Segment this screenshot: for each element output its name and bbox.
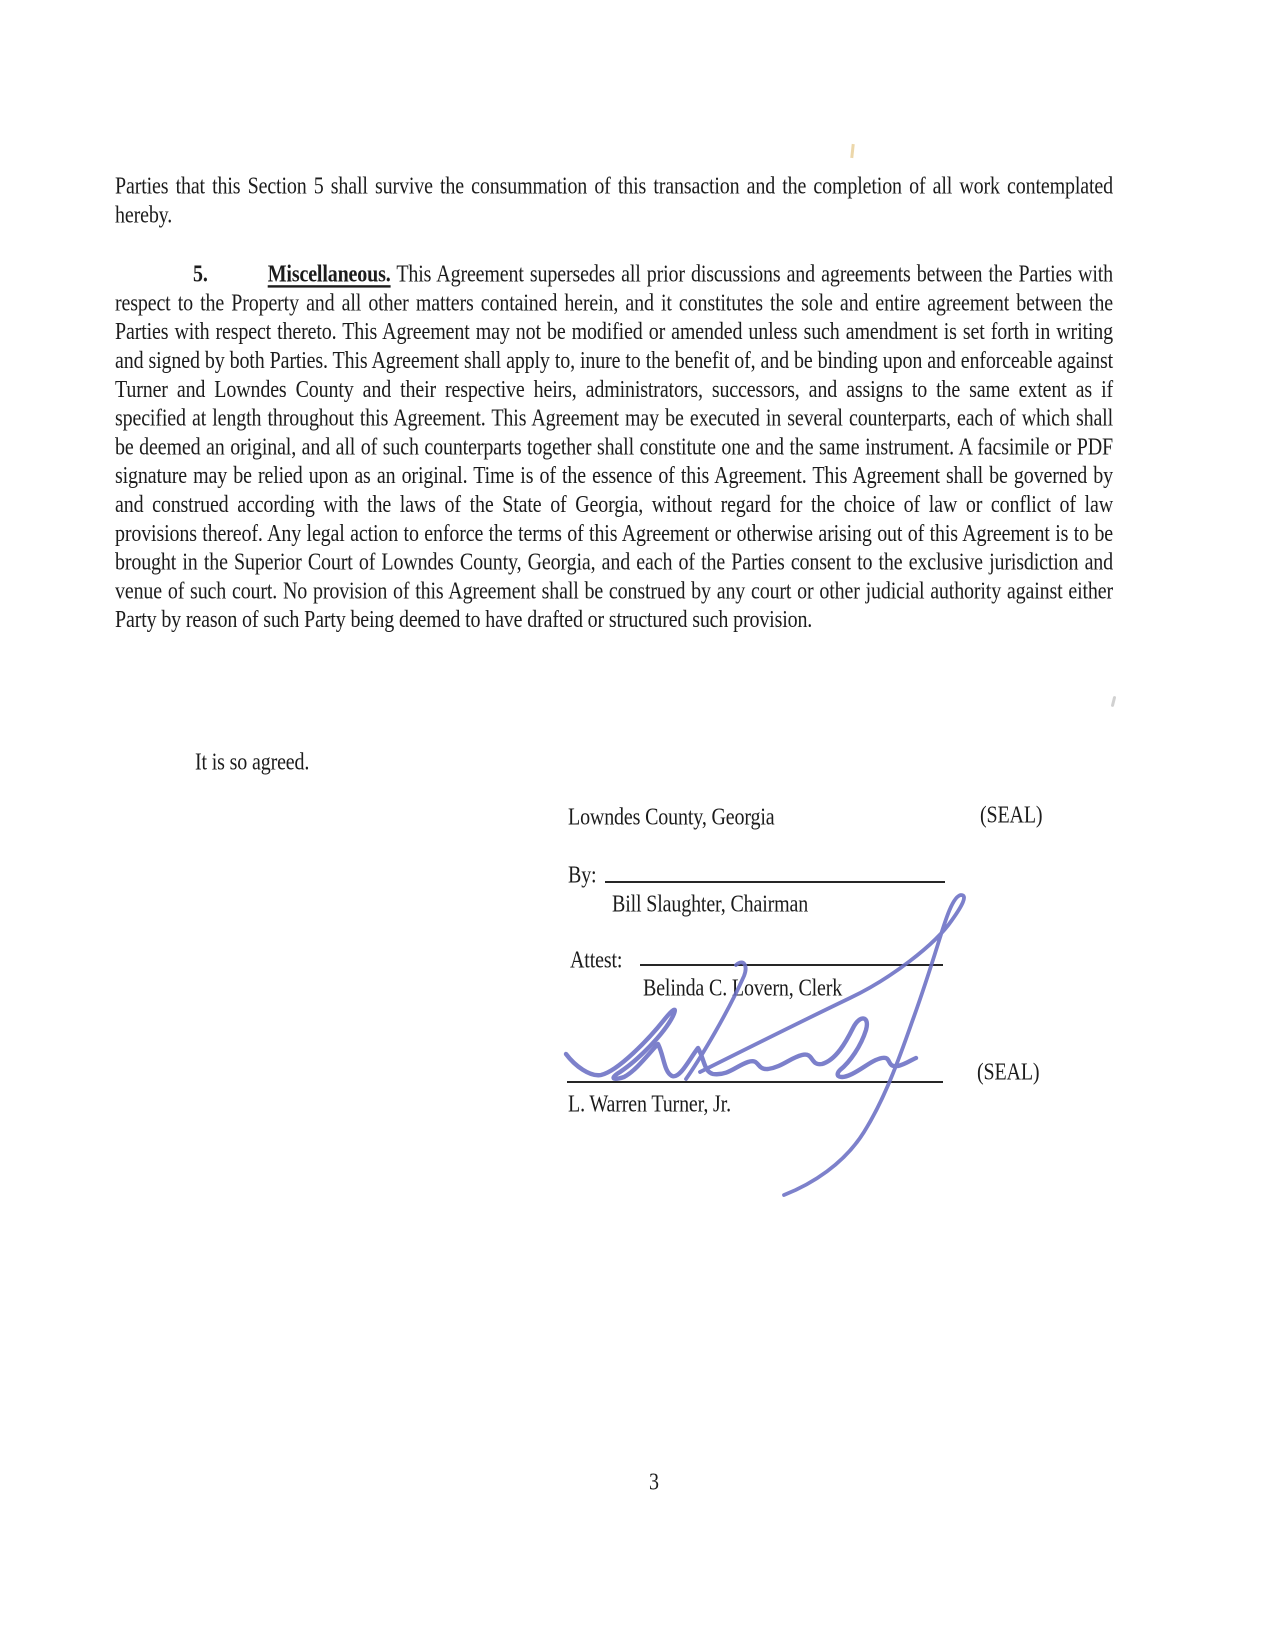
individual-signature-line <box>567 1081 943 1083</box>
individual-signer-name: L. Warren Turner, Jr. <box>568 1091 731 1118</box>
page-number: 3 <box>649 1469 659 1496</box>
section-miscellaneous <box>115 260 1113 634</box>
attest-signature-line <box>640 964 943 966</box>
signature-stroke-flourish <box>700 895 964 1195</box>
attest-label: Attest: <box>570 947 623 974</box>
opening-paragraph: Parties that this Section 5 shall survive the consummation of this transaction and the completion of all work contemplated hereby. <box>115 173 1113 229</box>
by-label: By: <box>568 862 597 889</box>
agreed-line: It is so agreed. <box>195 749 310 776</box>
section-number: 5. <box>193 261 208 288</box>
party-name-line: Lowndes County, Georgia <box>568 804 775 831</box>
signature-stroke-main <box>566 1010 916 1079</box>
attest-signer-name: Belinda C. Lovern, Clerk <box>643 975 843 1002</box>
party-seal-label: (SEAL) <box>980 802 1043 829</box>
section-body-text: This Agreement supersedes all prior discussions and agreements between the Parties with respect to the Property and all other matters contained herein, and it constitutes the sole and entire agreement between the Parties with respect thereto. This Agreement may not be modified or amended unless such amendment is set forth in writing and signed by both Parties. This Agreement shall apply to, inure to the benefit of, and be binding upon and enforceable against Turner and Lowndes County and their respective heirs, administrators, successors, and assigns to the same extent as if specified at length throughout this Agreement. This Agreement may be executed in several counterparts, each of which shall be deemed an original, and all of such counterparts together shall constitute one and the same instrument. A facsimile or PDF signature may be relied upon as an original. Time is of the essence of this Agreement. This Agreement shall be governed by and construed according with the laws of the State of Georgia, without regard for the choice of law or conflict of law provisions thereof. Any legal action to enforce the terms of this Agreement or otherwise arising out of this Agreement is to be brought in the Superior Court of Lowndes County, Georgia, and each of the Parties consent to the exclusive jurisdiction and venue of such court. No provision of this Agreement shall be construed by any court or other judicial authority against either Party by reason of such Party being deemed to have drafted or structured such provision. <box>115 261 1113 634</box>
individual-seal-label: (SEAL) <box>977 1059 1040 1086</box>
by-signature-line <box>605 881 945 883</box>
section-heading: Miscellaneous. <box>267 261 391 288</box>
by-signer-name: Bill Slaughter, Chairman <box>612 891 809 918</box>
scan-artifact-mark <box>1111 696 1117 707</box>
scan-artifact-mark <box>850 144 854 158</box>
